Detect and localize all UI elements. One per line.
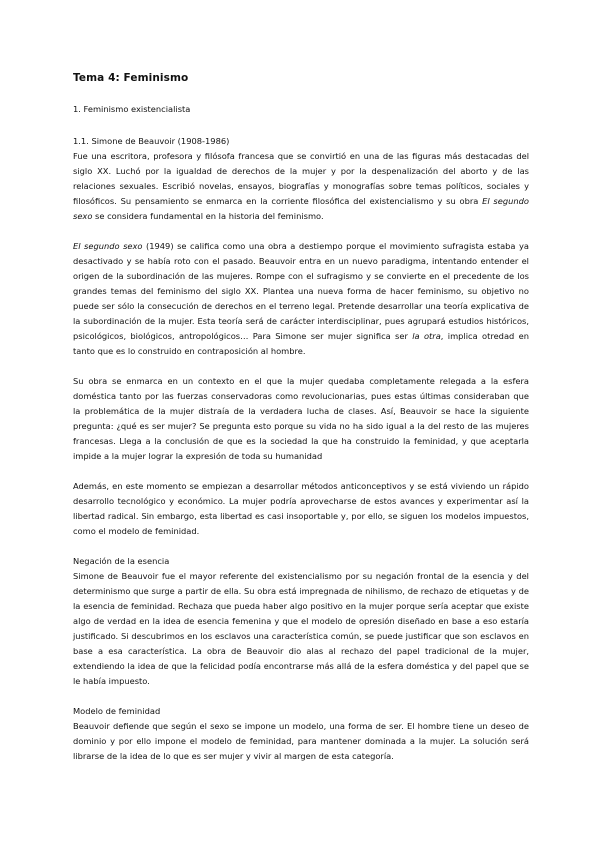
book-title: El segundo sexo — [73, 241, 143, 251]
paragraph-biography — [73, 149, 529, 224]
subsection-heading: 1.1. Simone de Beauvoir (1908-1986) — [73, 136, 230, 146]
book-title: El segundo sexo — [73, 196, 529, 221]
paragraph-text: Fue una escritora, profesora y filósofa francesa que se convirtió en una de las figuras más destacadas del siglo XX. Luchó por la igualdad de derechos de la mujer y por la despenalización del aborto y de las relaciones sexuales. Escribió novelas, ensayos, biografías y monografías sobre temas políticos, sociales y filosóficos. Su pensamiento se enmarca en la corriente filosófica del existencialismo y su obra — [73, 151, 529, 206]
paragraph-modelo: Beauvoir defiende que según el sexo se impone un modelo, una forma de ser. El hombre tiene un deseo de dominio y por ello impone el modelo de feminidad, para mantener dominada a la mujer. La solución será librarse de la idea de lo que es ser mujer y vivir al margen de esta categoría. — [73, 721, 529, 761]
document-body — [73, 72, 529, 779]
paragraph-text: se considera fundamental en la historia del feminismo. — [92, 211, 324, 221]
paragraph-context: Su obra se enmarca en un contexto en el que la mujer quedaba completamente relegada a la esfera doméstica tanto por las fuerzas conservadoras como revolucionarias, pues estas últimas consideraban que la problemática de la mujer distraía de la verdadera lucha de clases. Así, Beauvoir se hace la siguiente pregunta: ¿qué es ser mujer? Se pregunta esto porque su vida no ha sido igual a la del resto de las mujeres francesas. Llega a la conclusión de que es la sociedad la que ha construido la feminidad, y que aceptarla impide a la mujer lograr la expresión de toda su humanidad — [73, 376, 529, 461]
paragraph-segundo-sexo — [73, 239, 529, 359]
section-heading: 1. Feminismo existencialista — [73, 104, 191, 114]
document-title: Tema 4: Feminismo — [73, 72, 189, 84]
paragraph-text: (1949) se califica como una obra a destiempo porque el movimiento sufragista estaba ya desactivado y se había roto con el pasado. Beauvoir entra en un nuevo paradigma, intentando entender el origen de la subordinación de las mujeres. Rompe con el sufragismo y se convierte en el precedente de los grandes temas del feminismo del siglo XX. Plantea una nueva forma de hacer feminismo, su objetivo no puede ser sólo la consecución de derechos en el terreno legal. Pretende desarrollar una teoría explicativa de la subordinación de la mujer. Esta teoría será de carácter interdisciplinar, pues agrupará estudios históricos, psicológicos, biológicos, antropológicos… Para Simone ser mujer significa ser — [73, 241, 530, 341]
paragraph-negacion: Simone de Beauvoir fue el mayor referente del existencialismo por su negación frontal de la esencia y del determinismo que surge a partir de ella. Su obra está impregnada de nihilismo, de rechazo de etiquetas y de la esencia de feminidad. Rechaza que pueda haber algo positivo en la mujer porque sería aceptar que existe algo de verdad en la idea de esencia femenina y que el modelo de opresión diseñado en base a eso estaría justificado. Si descubrimos en los esclavos una característica común, se puede justificar que son esclavos en base a esa característica. La obra de Beauvoir dio alas al rechazo del papel tradicional de la mujer, extendiendo la idea de que la felicidad podía encontrarse más allá de la esfera doméstica y del papel que se le había impuesto. — [73, 571, 529, 686]
heading-negacion: Negación de la esencia — [73, 556, 170, 566]
paragraph-text: , implica otredad en tanto que es lo construido en contraposición al hombre. — [73, 331, 529, 356]
emphasis-text: la otra — [412, 331, 441, 341]
paragraph-libertad: Además, en este momento se empiezan a desarrollar métodos anticonceptivos y se está viviendo un rápido desarrollo tecnológico y económico. La mujer podría aprovecharse de estos avances y experimentar así la libertad radical. Sin embargo, esta libertad es casi insoportable y, por ello, se siguen los modelos impuestos, como el modelo de feminidad. — [73, 481, 529, 536]
heading-modelo: Modelo de feminidad — [73, 706, 161, 716]
